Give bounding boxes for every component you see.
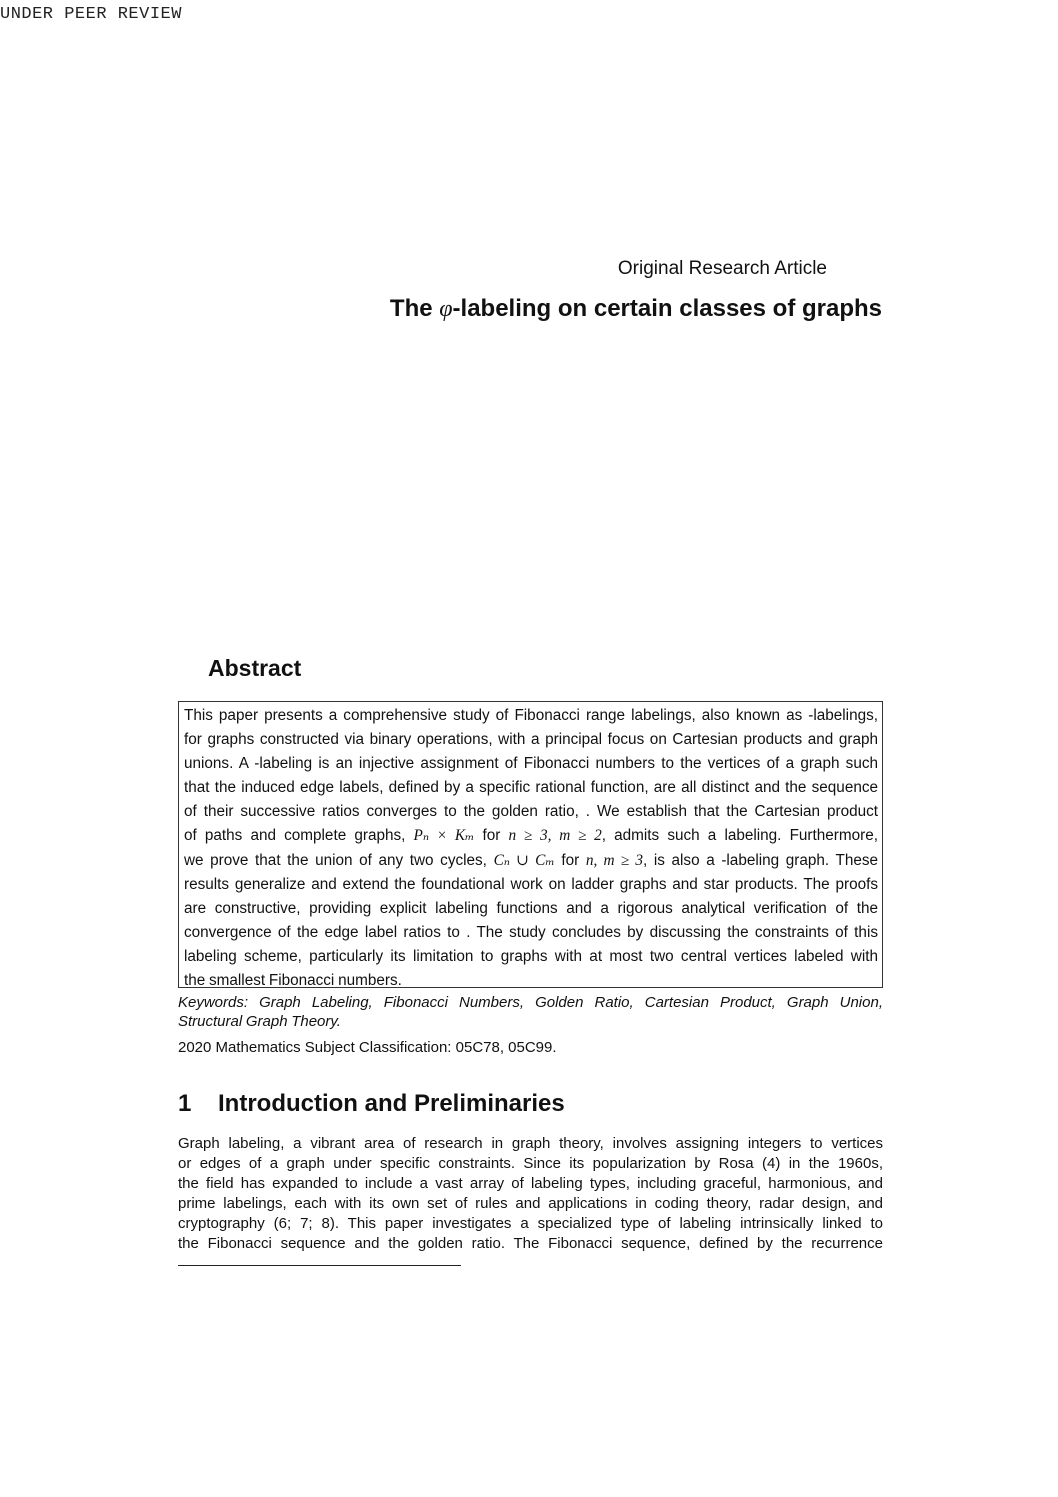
abstract-box	[178, 701, 883, 988]
text-run: are constructive, providing explicit labeling functions and a rigorous analytical verification of the	[184, 899, 878, 917]
section-title: Introduction and Preliminaries	[218, 1090, 565, 1117]
text-run: , is also a -labeling graph. These	[642, 851, 878, 869]
text-run: the Fibonacci sequence and the golden ratio. The Fibonacci sequence, defined by the recurrence	[178, 1235, 883, 1252]
text-line	[178, 1174, 883, 1194]
math-expression: n ≥ 3, m ≥ 2	[508, 827, 602, 845]
math-expression: Pₙ × Kₘ	[413, 827, 475, 845]
text-run: we prove that the union of any two cycles,	[184, 851, 494, 869]
text-run: This paper presents a comprehensive study of Fibonacci range labelings, also known as -labelings,	[184, 707, 878, 724]
text-line	[178, 1234, 883, 1254]
text-line	[184, 752, 878, 776]
section-heading	[178, 1090, 565, 1118]
text-run: the smallest Fibonacci numbers.	[184, 972, 402, 990]
text-run: , admits such a labeling. Furthermore,	[601, 827, 878, 845]
text-line	[184, 969, 878, 993]
text-line	[184, 800, 878, 824]
text-run: Graph labeling, a vibrant area of research in graph theory, involves assigning integers to vertices	[178, 1135, 883, 1152]
watermark: UNDER PEER REVIEW	[0, 5, 182, 24]
phi-symbol: φ	[439, 296, 453, 322]
text-line	[184, 728, 878, 752]
text-line	[184, 873, 878, 897]
paper-title	[390, 295, 882, 323]
text-run: or edges of a graph under specific constraints. Since its popularization by Rosa (4) in the 1960s,	[178, 1155, 883, 1172]
text-run: that the induced edge labels, defined by a specific rational function, are all distinct and the sequence	[184, 779, 878, 797]
text-line	[184, 776, 878, 800]
title-prefix: The	[389, 295, 440, 322]
text-line	[184, 824, 878, 848]
text-run: Structural Graph Theory.	[178, 1013, 341, 1030]
title-suffix: -labeling on certain classes of graphs	[452, 295, 882, 322]
text-line	[184, 897, 878, 921]
text-run: labeling scheme, particularly its limitation to graphs with at most two central vertices labeled with	[184, 947, 878, 965]
text-line	[184, 921, 878, 945]
text-line	[184, 945, 878, 969]
text-run: unions. A -labeling is an injective assignment of Fibonacci numbers to the vertices of a graph such	[184, 755, 878, 773]
footnote-rule	[178, 1265, 461, 1266]
article-type: Original Research Article	[617, 258, 827, 279]
text-run: the field has expanded to include a vast array of labeling types, including graceful, harmonious, and	[178, 1175, 883, 1192]
text-line	[178, 993, 883, 1012]
text-line	[178, 1214, 883, 1234]
math-expression: n, m ≥ 3	[585, 851, 643, 869]
text-line	[178, 1154, 883, 1174]
text-line	[178, 1194, 883, 1214]
text-run: of paths and complete graphs,	[184, 827, 414, 845]
section-number: 1	[178, 1090, 192, 1117]
text-run: prime labelings, each with its own set of rules and applications in coding theory, radar design, and	[178, 1195, 883, 1212]
text-run: of their successive ratios converges to the golden ratio, . We establish that the Cartesian product	[184, 803, 878, 821]
msc-classification: 2020 Mathematics Subject Classification: 05C78, 05C99.	[178, 1039, 557, 1056]
abstract-heading: Abstract	[208, 655, 302, 681]
text-run: for	[474, 827, 509, 845]
math-expression: Cₙ ∪ Cₘ	[493, 851, 555, 869]
text-run: results generalize and extend the foundational work on ladder graphs and star products. The proofs	[184, 875, 878, 893]
text-line	[178, 1012, 883, 1031]
text-line	[178, 1134, 883, 1154]
text-run: convergence of the edge label ratios to . The study concludes by discussing the constraints of this	[184, 923, 878, 941]
text-line	[184, 704, 878, 728]
text-run: Keywords: Graph Labeling, Fibonacci Numbers, Golden Ratio, Cartesian Product, Graph Union,	[178, 994, 883, 1011]
text-run: for graphs constructed via binary operations, with a principal focus on Cartesian products and graph	[184, 731, 878, 749]
keywords	[178, 993, 883, 1031]
text-line	[184, 849, 878, 873]
text-run: cryptography (6; 7; 8). This paper investigates a specialized type of labeling intrinsically linked to	[178, 1215, 883, 1232]
intro-paragraph	[178, 1134, 883, 1254]
text-run: for	[554, 851, 586, 869]
